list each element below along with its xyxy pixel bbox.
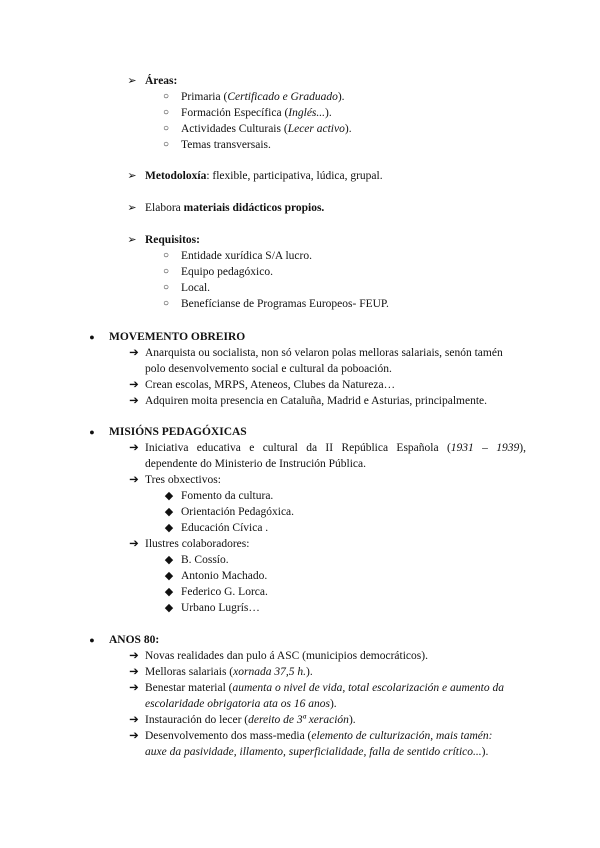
- dot-bullet-icon: ●: [89, 635, 95, 645]
- diamond-bullet-icon: ◆: [164, 506, 174, 518]
- item-emphasis: aumenta o nivel de vida, total escolarización e aumento da: [232, 682, 504, 694]
- item-text: Educación Cívica .: [181, 522, 269, 534]
- item-emphasis: xornada 37,5 h.: [233, 666, 306, 678]
- materiais-title: materiais didácticos propios.: [183, 202, 325, 214]
- item-text: polo desenvolvemento social e cultural da poboación.: [145, 363, 392, 375]
- arrow-bullet-icon: ➔: [129, 730, 139, 742]
- arrow-bullet-icon: ➔: [129, 538, 139, 550]
- areas-title: Áreas:: [145, 75, 178, 87]
- item-emphasis: elemento de culturización, mais tamén:: [311, 730, 493, 742]
- item-text: Fomento da cultura.: [181, 490, 274, 502]
- circle-bullet-icon: ○: [162, 107, 170, 118]
- circle-bullet-icon: ○: [162, 266, 170, 277]
- arrow-bullet-icon: ➔: [129, 442, 139, 454]
- item-text: Crean escolas, MRPS, Ateneos, Clubes da Natureza…: [145, 379, 396, 391]
- arrow-bullet-icon: ➔: [129, 379, 139, 391]
- arrow-bullet-icon: ➔: [129, 395, 139, 407]
- circle-bullet-icon: ○: [162, 298, 170, 309]
- item-text: Novas realidades dan pulo á ASC (municipios democráticos).: [145, 650, 428, 662]
- item-emphasis: Lecer activo: [287, 123, 345, 135]
- dot-bullet-icon: ●: [89, 332, 95, 342]
- item-text-end: ),: [519, 442, 527, 454]
- item-text: Federico G. Lorca.: [181, 586, 268, 598]
- item-emphasis: Certificado e Graduado: [227, 91, 338, 103]
- item-emphasis: dereito de 3ª xeración: [248, 714, 349, 726]
- diamond-bullet-icon: ◆: [164, 554, 174, 566]
- metodoloxia-title: Metodoloxía: [145, 170, 207, 182]
- item-text: Primaria (: [181, 91, 228, 103]
- item-text: Temas transversais.: [181, 139, 271, 151]
- item-text: Actividades Culturais (: [181, 123, 288, 135]
- item-text: Equipo pedagóxico.: [181, 266, 273, 278]
- item-text: Ilustres colaboradores:: [145, 538, 250, 550]
- item-text: Desenvolvemento dos mass-media (: [145, 730, 312, 742]
- item-text: Melloras salariais (: [145, 666, 234, 678]
- diamond-bullet-icon: ◆: [164, 586, 174, 598]
- item-emphasis: auxe da pasividade, illamento, superficialidade, falla de sentido crítico...: [145, 746, 482, 758]
- arrowhead-bullet-icon: ➢: [127, 234, 137, 246]
- diamond-bullet-icon: ◆: [164, 490, 174, 502]
- arrowhead-bullet-icon: ➢: [127, 170, 137, 182]
- item-text-end: ).: [329, 698, 337, 710]
- metodoloxia-text: : flexible, participativa, lúdica, grupal.: [206, 170, 383, 182]
- item-text: Tres obxectivos:: [145, 474, 221, 486]
- item-emphasis: escolaridade obrigatoria ata os 16 anos: [145, 698, 330, 710]
- item-emphasis: 1931 – 1939: [450, 442, 520, 454]
- arrowhead-bullet-icon: ➢: [127, 75, 137, 87]
- item-text: Anarquista ou socialista, non só velaron polas melloras salariais, senón tamén: [145, 347, 503, 359]
- item-text-end: ).: [348, 714, 356, 726]
- arrow-bullet-icon: ➔: [129, 714, 139, 726]
- item-text: Adquiren moita presencia en Cataluña, Madrid e Asturias, principalmente.: [145, 395, 488, 407]
- requisitos-title: Requisitos:: [145, 234, 200, 246]
- arrow-bullet-icon: ➔: [129, 347, 139, 359]
- diamond-bullet-icon: ◆: [164, 602, 174, 614]
- item-text: Benestar material (: [145, 682, 233, 694]
- item-text: B. Cossío.: [181, 554, 229, 566]
- item-text: Iniciativa educativa e cultural da II República Española (: [145, 442, 451, 454]
- diamond-bullet-icon: ◆: [164, 570, 174, 582]
- item-text-end: ).: [325, 107, 332, 119]
- arrowhead-bullet-icon: ➢: [127, 202, 137, 214]
- circle-bullet-icon: ○: [162, 139, 170, 150]
- arrow-bullet-icon: ➔: [129, 474, 139, 486]
- item-text: dependente do Ministerio de Instrución Pública.: [145, 458, 367, 470]
- dot-bullet-icon: ●: [89, 427, 95, 437]
- circle-bullet-icon: ○: [162, 282, 170, 293]
- anos80-title: ANOS 80:: [109, 634, 160, 646]
- item-text: Urbano Lugrís…: [181, 602, 260, 614]
- item-text: Orientación Pedagóxica.: [181, 506, 295, 518]
- arrow-bullet-icon: ➔: [129, 682, 139, 694]
- item-text-end: ).: [481, 746, 489, 758]
- arrow-bullet-icon: ➔: [129, 650, 139, 662]
- item-emphasis: Inglés...: [288, 107, 326, 119]
- misions-title: MISIÓNS PEDAGÓXICAS: [109, 426, 247, 438]
- item-text-end: ).: [337, 91, 345, 103]
- item-text: Benefícianse de Programas Europeos- FEUP.: [181, 298, 389, 310]
- circle-bullet-icon: ○: [162, 123, 170, 134]
- materiais-text: Elabora: [145, 202, 184, 214]
- arrow-bullet-icon: ➔: [129, 666, 139, 678]
- item-text: Antonio Machado.: [181, 570, 268, 582]
- movemento-title: MOVEMENTO OBREIRO: [109, 331, 246, 343]
- item-text: Instauración do lecer (: [145, 714, 249, 726]
- item-text: Formación Específica (: [181, 107, 289, 119]
- item-text: Local.: [181, 282, 211, 294]
- item-text: Entidade xurídica S/A lucro.: [181, 250, 312, 262]
- diamond-bullet-icon: ◆: [164, 522, 174, 534]
- circle-bullet-icon: ○: [162, 91, 170, 102]
- item-text-end: ).: [344, 123, 352, 135]
- circle-bullet-icon: ○: [162, 250, 170, 261]
- item-text-end: ).: [305, 666, 313, 678]
